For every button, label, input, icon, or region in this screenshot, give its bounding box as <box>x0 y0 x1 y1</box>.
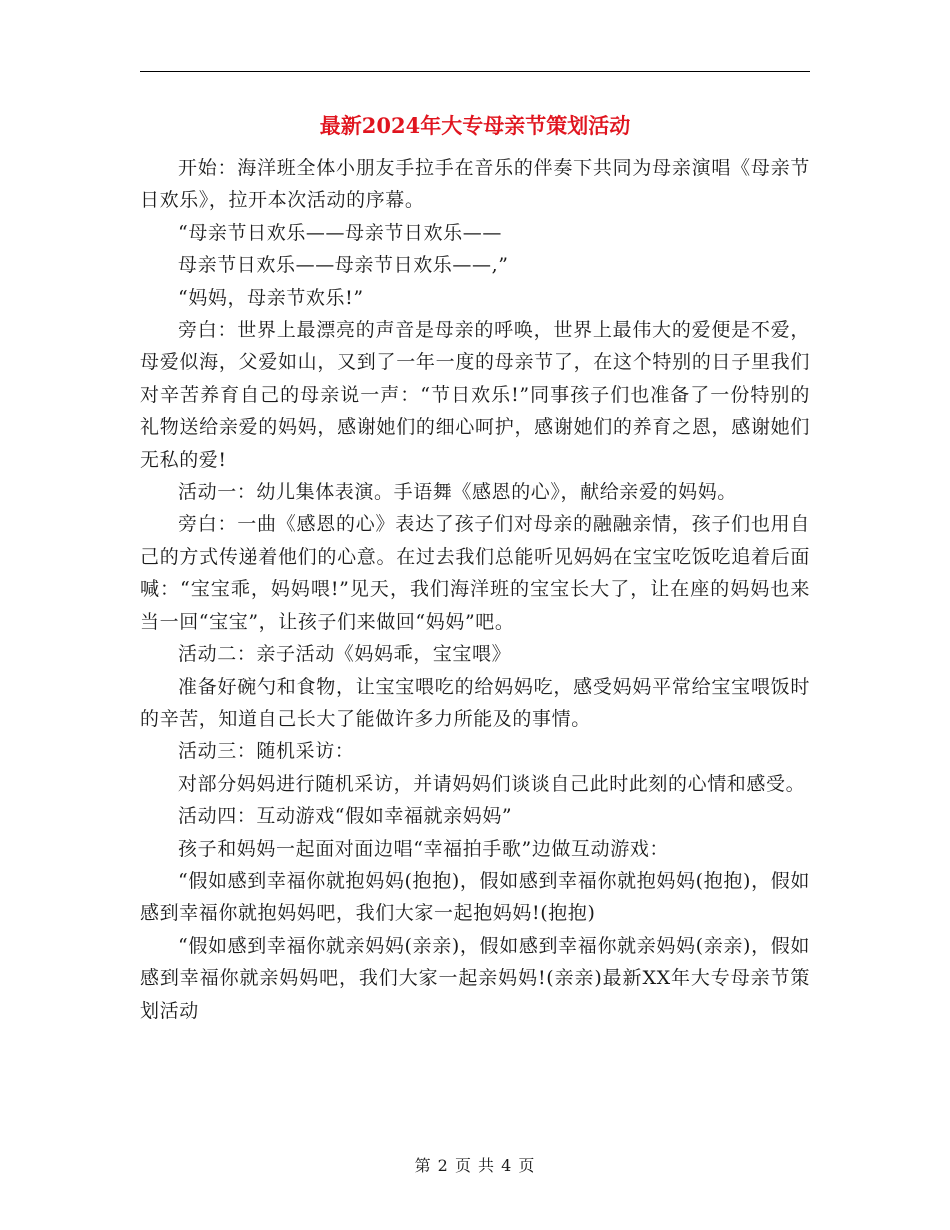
paragraph-song-line-1: “母亲节日欢乐——母亲节日欢乐—— <box>178 221 502 244</box>
document-title: 最新2024年大专母亲节策划活动 <box>319 113 631 138</box>
paragraph-opening: 开始：海洋班全体小朋友手拉手在音乐的伴奏下共同为母亲演唱《母亲节日欢乐》，拉开本次活动的序幕。 <box>140 157 810 212</box>
paragraph-activity-2: 活动二：亲子活动《妈妈乖，宝宝喂》 <box>178 643 512 666</box>
paragraph-activity-3: 活动三：随机采访： <box>178 740 355 763</box>
document-body <box>140 152 810 1027</box>
paragraph-activity-2-detail: 准备好碗勺和食物，让宝宝喂吃的给妈妈吃，感受妈妈平常给宝宝喂饭时的辛苦，知道自己长大了能做许多力所能及的事情。 <box>140 675 810 730</box>
header-rule <box>140 71 810 72</box>
paragraph-song-kiss: “假如感到幸福你就亲妈妈(亲亲)，假如感到幸福你就亲妈妈(亲亲)，假如感到幸福你就亲妈妈吧，我们大家一起亲妈妈!(亲亲)最新XX年大专母亲节策划活动 <box>140 934 810 1022</box>
paragraph-song-hug: “假如感到幸福你就抱妈妈(抱抱)，假如感到幸福你就抱妈妈(抱抱)，假如感到幸福你就抱妈妈吧，我们大家一起抱妈妈!(抱抱) <box>140 869 810 925</box>
paragraph-narration-1: 旁白：世界上最漂亮的声音是母亲的呼唤，世界上最伟大的爱便是不爱，母爱似海，父爱如山，又到了一年一度的母亲节了，在这个特别的日子里我们对辛苦养育自己的母亲说一声：“节日欢乐!”同事孩子们也准备了一份特别的礼物送给亲爱的妈妈，感谢她们的细心呵护，感谢她们的养育之恩，感谢她们无私的爱! <box>140 319 810 471</box>
paragraph-activity-3-detail: 对部分妈妈进行随机采访，并请妈妈们谈谈自己此时此刻的心情和感受。 <box>178 772 806 795</box>
page-number: 第 2 页 共 4 页 <box>414 1156 536 1175</box>
paragraph-song-line-2: 母亲节日欢乐——母亲节日欢乐——,” <box>178 254 509 277</box>
paragraph-greeting: “妈妈，母亲节欢乐!” <box>178 286 364 309</box>
paragraph-activity-4: 活动四：互动游戏“假如幸福就亲妈妈” <box>178 805 513 828</box>
paragraph-narration-2: 旁白：一曲《感恩的心》表达了孩子们对母亲的融融亲情，孩子们也用自己的方式传递着他们的心意。在过去我们总能听见妈妈在宝宝吃饭吃追着后面喊：“宝宝乖，妈妈喂!”见天，我们海洋班的宝宝长大了，让在座的妈妈也来当一回“宝宝”，让孩子们来做回“妈妈”吧。 <box>140 513 810 633</box>
paragraph-activity-4-detail: 孩子和妈妈一起面对面边唱“幸福拍手歌”边做互动游戏： <box>178 837 670 860</box>
paragraph-activity-1: 活动一：幼儿集体表演。手语舞《感恩的心》，献给亲爱的妈妈。 <box>178 481 737 504</box>
